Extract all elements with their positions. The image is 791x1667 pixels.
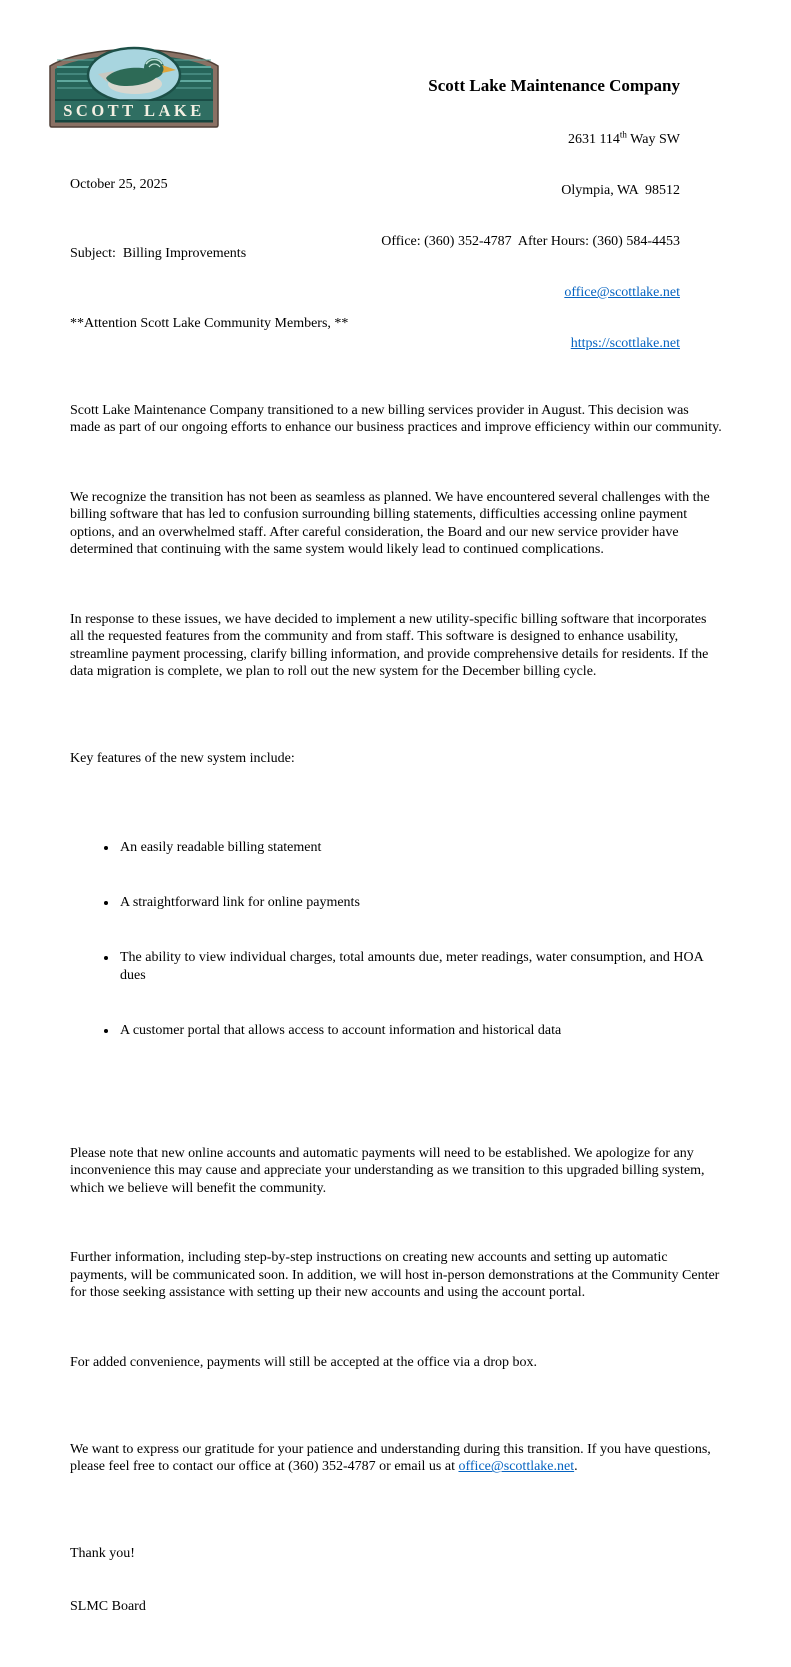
contact-email-link[interactable]: office@scottlake.net — [458, 1459, 575, 1475]
gratitude-text: We want to express our gratitude for your patience and understanding during this transition. If you have questions, please feel free to contact our office at (360) 352-4787 or email us at — [70, 1441, 715, 1475]
feature-item: • A customer portal that allows access to account information and historical data — [118, 1022, 722, 1039]
paragraph-challenges: We recognize the transition has not been as seamless as planned. We have encountered several challenges with the billing software that has led to confusion surrounding billing statements, difficulties accessing online payment options, and an overwhelmed staff. After careful consideration, the Board and our new service provider have determined that continuing with the same system would likely lead to continued complications. — [70, 490, 714, 558]
paragraph-new-software: In response to these issues, we have decided to implement a new utility-specific billing software that incorporates all the requested features from the community and from staff. This software is designed to enhance usability, streamline payment processing, clarify billing information, and provide comprehensive details for residents. If the data migration is complete, we plan to roll out the new system for the December billing cycle. — [70, 611, 712, 680]
paragraph-gratitude — [70, 1441, 722, 1476]
feature-list — [70, 802, 722, 1075]
paragraph-new-accounts: Please note that new online accounts and automatic payments will need to be established. We apologize for any inconvenience this may cause and appreciate your understanding as we transition to this upgraded billing system, which we believe will benefit the community. — [70, 1146, 708, 1196]
closing-thanks: Thank you! — [70, 1546, 135, 1562]
address1-street: Way SW — [626, 132, 680, 147]
scott-lake-sign-graphic — [48, 40, 220, 128]
address-line-2: Olympia, WA 98512 — [561, 183, 680, 198]
subject-line: Subject: Billing Improvements — [70, 246, 247, 262]
scott-lake-logo — [48, 40, 220, 128]
company-name: Scott Lake Maintenance Company — [428, 76, 680, 95]
feature-list-intro: Key features of the new system include: — [70, 751, 295, 767]
feature-item: • An easily readable billing statement — [118, 839, 722, 856]
date-line: October 25, 2025 — [70, 176, 168, 192]
gratitude-period: . — [574, 1459, 578, 1475]
feature-item: • A straightforward link for online payments — [118, 894, 722, 911]
email-link[interactable]: office@scottlake.net — [564, 285, 680, 300]
paragraph-transition: Scott Lake Maintenance Company transitioned to a new billing services provider in August. This decision was made as part of our ongoing efforts to enhance our business practices and improve efficiency within our community. — [70, 403, 722, 436]
feature-item: • The ability to view individual charges, total amounts due, meter readings, water consumption, and HOA dues — [118, 949, 722, 984]
band-bottom-line — [55, 120, 213, 123]
paragraph-drop-box: For added convenience, payments will still be accepted at the office via a drop box. — [70, 1354, 538, 1370]
duck-head — [144, 58, 164, 78]
website-link[interactable]: https://scottlake.net — [570, 336, 680, 351]
logo-text: SCOTT LAKE — [63, 101, 205, 120]
paragraph-further-info: Further information, including step-by-step instructions on creating new accounts and setting up automatic payments, will be communicated soon. In addition, we will host in-person demonstrations at the Community Center for those seeking assistance with setting up their new accounts and using the account portal. — [70, 1250, 723, 1301]
salutation: **Attention Scott Lake Community Members, ** — [70, 316, 349, 332]
address1-number: 2631 114 — [567, 132, 620, 147]
letter-body — [70, 141, 722, 1667]
signature: SLMC Board — [70, 1598, 146, 1614]
phone-line: Office: (360) 352-4787 After Hours: (360) 584-4453 — [381, 234, 680, 249]
address1-ordinal: th — [619, 129, 627, 140]
